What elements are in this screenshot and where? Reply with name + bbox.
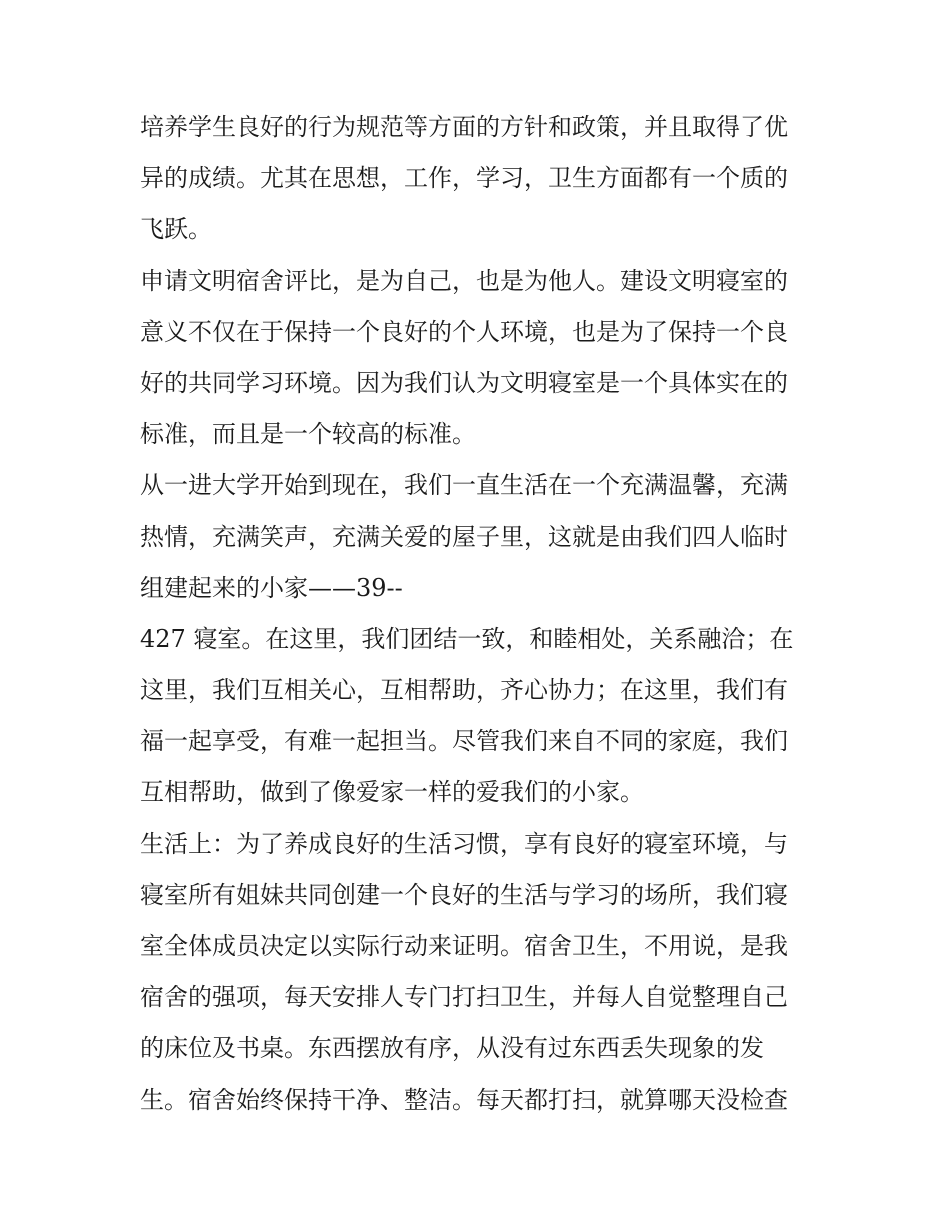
text-line: 培养学生良好的行为规范等方面的方针和政策，并且取得了优 (140, 113, 788, 141)
text-line: 室全体成员决定以实际行动来证明。宿舍卫生，不用说，是我 (140, 932, 788, 960)
text-line: 宿舍的强项，每天安排人专门打扫卫生，并每人自觉整理自己 (140, 983, 788, 1012)
text-line: 申请文明宿舍评比，是为自己，也是为他人。建设文明寝室的 (140, 266, 788, 295)
text-line: 寝室所有姐妹共同创建一个良好的生活与学习的场所，我们寝 (140, 880, 788, 909)
text-line: 互相帮助，做到了像爱家一样的爱我们的小家。 (140, 778, 644, 807)
text-line: 福一起享受，有难一起担当。尽管我们来自不同的家庭，我们 (140, 727, 788, 756)
text-line: 从一进大学开始到现在，我们一直生活在一个充满温馨，充满 (140, 471, 788, 500)
text-line: 异的成绩。尤其在思想，工作，学习，卫生方面都有一个质的 (140, 164, 788, 193)
text-line: 热情，充满笑声，充满关爱的屋子里，这就是由我们四人临时 (140, 522, 788, 551)
text-line: 标准，而且是一个较高的标准。 (140, 420, 476, 449)
text-line: 飞跃。 (140, 215, 212, 244)
text-line: 这里，我们互相关心，互相帮助，齐心协力；在这里，我们有 (140, 676, 788, 705)
text-line: 生。宿舍始终保持干净、整洁。每天都打扫，就算哪天没检查 (140, 1085, 788, 1114)
text-line: 的床位及书桌。东西摆放有序，从没有过东西丢失现象的发 (140, 1034, 764, 1063)
text-line: 好的共同学习环境。因为我们认为文明寝室是一个具体实在的 (140, 368, 788, 397)
text-line: 意义不仅在于保持一个良好的个人环境，也是为了保持一个良 (140, 317, 788, 346)
text-line: 组建起来的小家——39-- (140, 573, 403, 602)
text-line: 427 寝室。在这里，我们团结一致，和睦相处，关系融洽；在 (140, 624, 794, 653)
text-line: 生活上：为了养成良好的生活习惯，享有良好的寝室环境，与 (140, 829, 788, 858)
document-body (140, 102, 820, 1126)
